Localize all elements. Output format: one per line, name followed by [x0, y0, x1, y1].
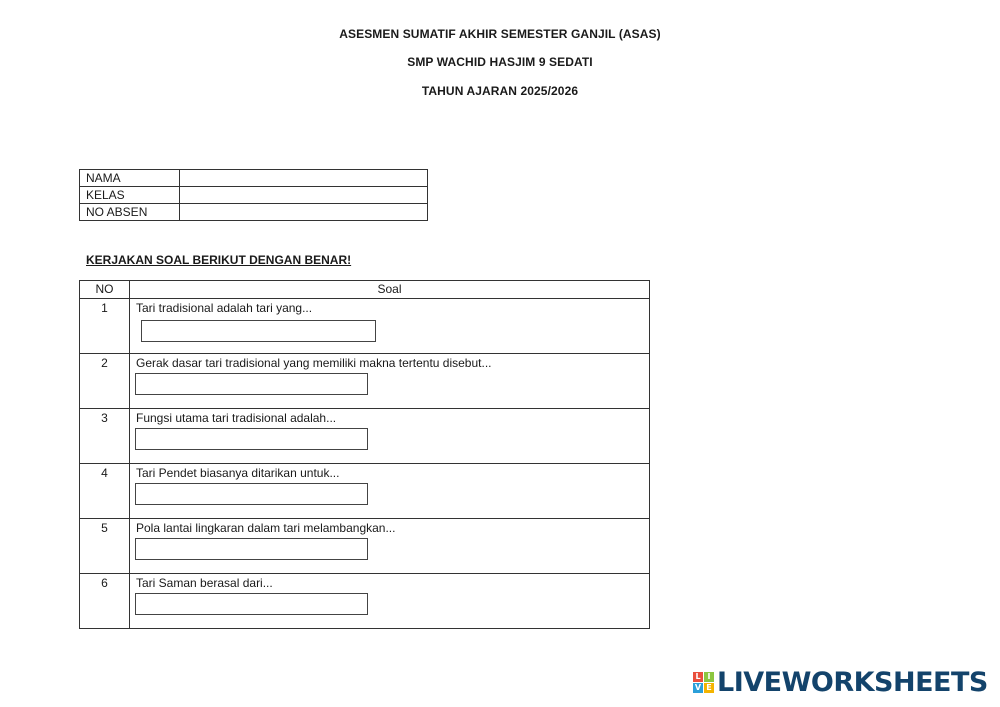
question-row [80, 354, 650, 409]
questions-header-row [80, 281, 650, 299]
question-cell [130, 299, 650, 354]
school-name: SMP WACHID HASJIM 9 SEDATI [407, 55, 593, 69]
answer-input-6[interactable] [135, 593, 368, 615]
question-cell [130, 519, 650, 574]
logo-text: LIVEWORKSHEETS [717, 666, 988, 698]
kelas-label: KELAS [80, 187, 180, 204]
col-no-header: NO [80, 281, 130, 299]
academic-year: TAHUN AJARAN 2025/2026 [421, 84, 579, 98]
identity-row-absen [80, 204, 428, 221]
question-row [80, 574, 650, 629]
kelas-field [180, 187, 428, 204]
answer-input-3[interactable] [135, 428, 368, 450]
identity-row-kelas [80, 187, 428, 204]
identity-table [79, 169, 428, 221]
question-cell [130, 464, 650, 519]
logo-block-i: I [704, 672, 714, 682]
questions-table [79, 280, 650, 629]
question-text: Fungsi utama tari tradisional adalah... [136, 411, 337, 425]
nama-field [180, 170, 428, 187]
question-number: 5 [80, 519, 130, 574]
absen-label: NO ABSEN [80, 204, 180, 221]
question-number: 3 [80, 409, 130, 464]
question-number: 6 [80, 574, 130, 629]
question-cell [130, 409, 650, 464]
question-cell [130, 574, 650, 629]
question-row [80, 299, 650, 354]
live-blocks-icon [693, 672, 714, 693]
question-number: 4 [80, 464, 130, 519]
question-text: Tari Pendet biasanya ditarikan untuk... [136, 466, 340, 480]
answer-input-1[interactable] [141, 320, 376, 342]
answer-input-4[interactable] [135, 483, 368, 505]
logo-block-v: V [694, 682, 702, 692]
liveworksheets-logo [693, 667, 988, 697]
identity-row-nama [80, 170, 428, 187]
question-row [80, 409, 650, 464]
question-number: 1 [80, 299, 130, 354]
question-text: Tari Saman berasal dari... [136, 576, 273, 590]
logo-block-l: L [693, 672, 703, 682]
question-number: 2 [80, 354, 130, 409]
nama-label: NAMA [80, 170, 180, 187]
question-text: Tari tradisional adalah tari yang... [136, 301, 313, 315]
title-line-1: ASESMEN SUMATIF AKHIR SEMESTER GANJIL (ASAS) [339, 27, 661, 41]
question-text: Gerak dasar tari tradisional yang memiliki makna tertentu disebut... [136, 356, 492, 370]
col-soal-header: Soal [130, 281, 650, 299]
absen-field [180, 204, 428, 221]
question-row [80, 519, 650, 574]
answer-input-2[interactable] [135, 373, 368, 395]
answer-input-5[interactable] [135, 538, 368, 560]
instruction-heading: KERJAKAN SOAL BERIKUT DENGAN BENAR! [86, 253, 352, 267]
logo-block-e: E [704, 683, 714, 693]
question-cell [130, 354, 650, 409]
question-text: Pola lantai lingkaran dalam tari melambangkan... [136, 521, 396, 535]
question-row [80, 464, 650, 519]
